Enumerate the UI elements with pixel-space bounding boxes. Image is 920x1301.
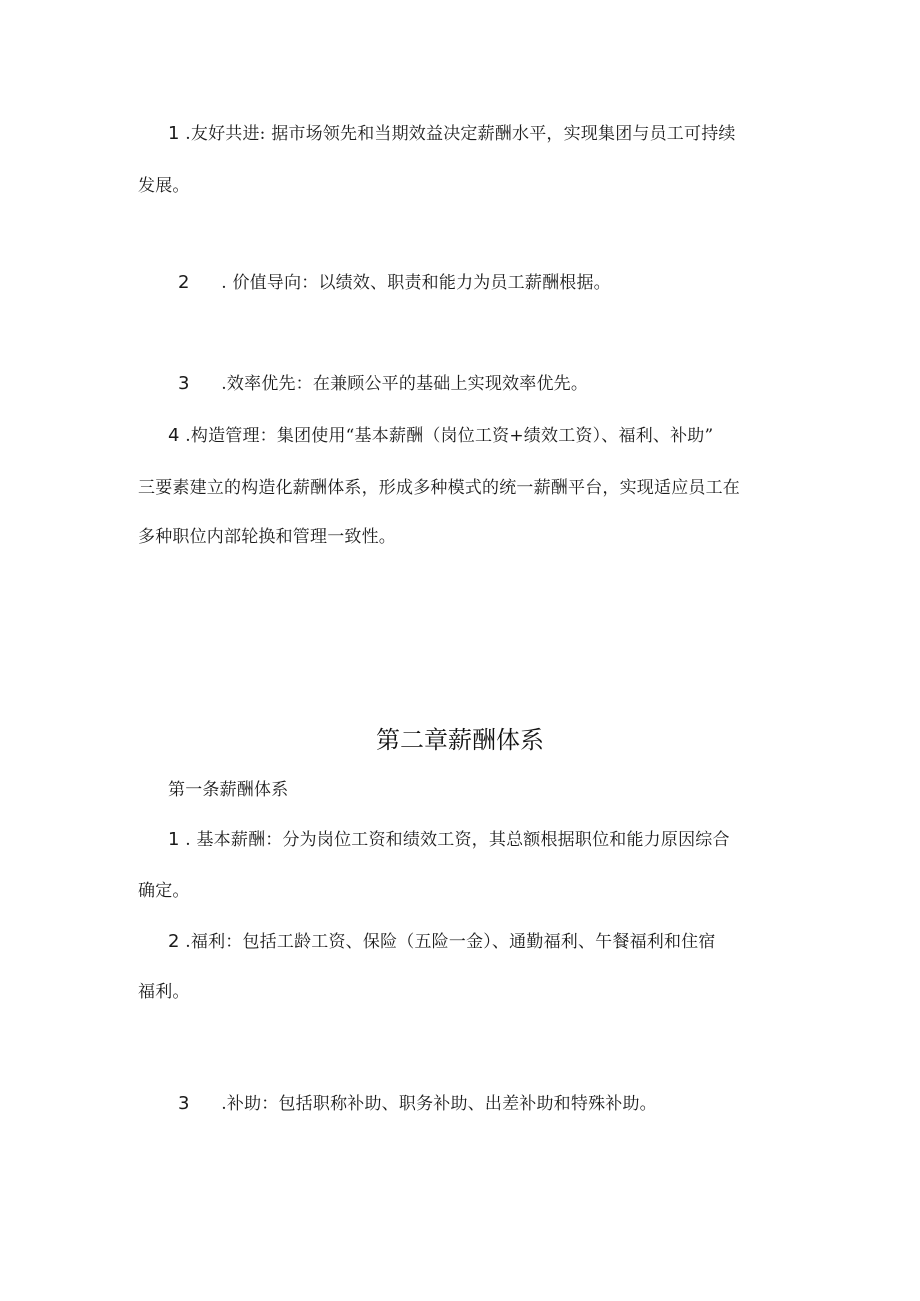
list-item bbox=[178, 1092, 657, 1116]
item-number: 1 bbox=[168, 829, 180, 850]
list-item bbox=[168, 828, 730, 852]
list-item bbox=[168, 424, 713, 448]
item-number: 3 bbox=[178, 1093, 190, 1114]
item-number: 2 bbox=[178, 272, 190, 293]
article-heading: 第一条薪酬体系 bbox=[168, 780, 289, 800]
chapter-title: 第二章薪酬体系 bbox=[376, 726, 544, 754]
list-item bbox=[178, 271, 611, 295]
item-text: .友好共进: 据市场领先和当期效益决定薪酬水平，实现集团与员工可持续 bbox=[179, 124, 736, 144]
item-number: 1 bbox=[168, 123, 180, 144]
item-continuation: 三要素建立的构造化薪酬体系，形成多种模式的统一薪酬平台，实现适应员工在 bbox=[138, 478, 740, 498]
item-number: 2 bbox=[168, 931, 180, 952]
item-text: .效率优先：在兼顾公平的基础上实现效率优先。 bbox=[215, 374, 589, 394]
item-text: . 价值导向：以绩效、职责和能力为员工薪酬根据。 bbox=[215, 273, 611, 293]
list-item bbox=[168, 122, 736, 146]
item-text: .福利：包括工龄工资、保险（五险一金）、通勤福利、午餐福利和住宿 bbox=[179, 932, 716, 952]
item-continuation: 确定。 bbox=[138, 881, 190, 901]
item-continuation: 福利。 bbox=[138, 982, 190, 1002]
item-number: 3 bbox=[178, 373, 190, 394]
list-item bbox=[168, 930, 716, 954]
item-text: .补助：包括职称补助、职务补助、出差补助和特殊补助。 bbox=[215, 1094, 657, 1114]
item-number: 4 bbox=[168, 425, 180, 446]
item-text: .构造管理：集团使用“基本薪酬（岗位工资+绩效工资）、福利、补助” bbox=[179, 426, 714, 446]
item-continuation: 多种职位内部轮换和管理一致性。 bbox=[138, 527, 396, 547]
item-continuation: 发展。 bbox=[138, 176, 190, 196]
item-text: . 基本薪酬：分为岗位工资和绩效工资，其总额根据职位和能力原因综合 bbox=[179, 830, 730, 850]
list-item bbox=[178, 372, 588, 396]
